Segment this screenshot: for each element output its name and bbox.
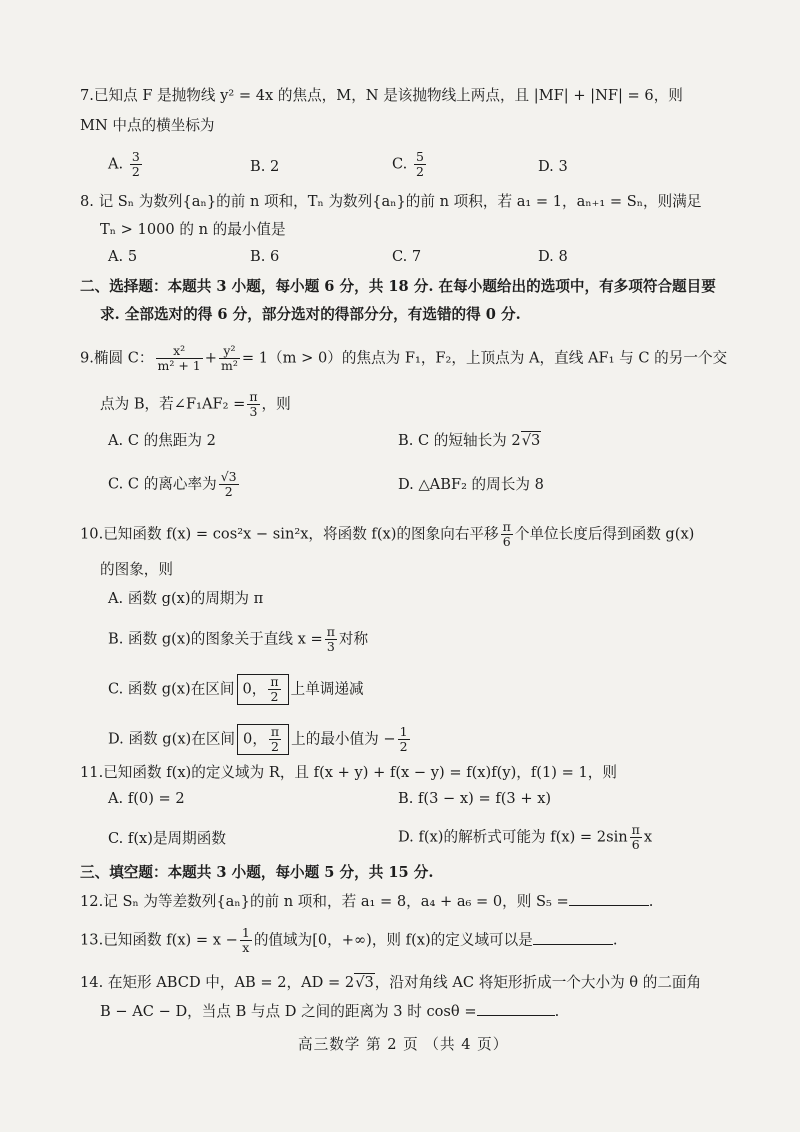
q7-stem: 7.已知点 F 是抛物线 y² = 4x 的焦点，M，N 是该抛物线上两点，且 |MF| + |NF| = 6，则	[80, 87, 683, 104]
q7-c-fraction: $\frac{5}{2}$	[415, 149, 424, 179]
q9-angle-fraction: $\frac{\pi}{3}$	[249, 389, 258, 419]
q10-c-fraction: $\frac{\pi}{2}$	[270, 674, 279, 704]
q10-d-min-fraction: $\frac{1}{2}$	[399, 724, 408, 754]
q12-stem: 12.记 Sₙ 为等差数列{aₙ}的前 n 项和，若 a₁ = 8，a₄ + a₆ = 0，则 S₅ = .	[80, 893, 654, 910]
q8-option-d: D. 8	[538, 248, 568, 265]
q9-c-fraction: $\frac{√3}{2}$	[220, 469, 237, 499]
q14-stem-line2: B − AC − D，当点 B 与点 D 之间的距离为 3 时 cosθ = .	[100, 1003, 560, 1020]
q10-option-d: D. 函数 g(x)在区间 0， $\frac{\pi}{2}$ 上的最小值为 − $\frac{1}{2}$	[108, 724, 408, 754]
q10-option-c: C. 函数 g(x)在区间 0， $\frac{\pi}{2}$ 上单调递减	[108, 674, 364, 704]
q9-x-fraction: $\frac{\text{x²}}{\text{m² + 1}}$	[157, 343, 201, 373]
q7-option-c: C. $\frac{5}{2}$	[392, 149, 424, 179]
q10-stem: 10.已知函数 f(x) = cos²x − sin²x，将函数 f(x)的图象向右平移 $\frac{\pi}{6}$ 个单位长度后得到函数 g(x)	[80, 519, 695, 549]
page-footer: 高三数学 第 2 页 （共 4 页）	[298, 1036, 509, 1053]
section-3-heading: 三、填空题：本题共 3 小题，每小题 5 分，共 15 分.	[80, 864, 434, 881]
section-2-heading-line2: 求. 全部选对的得 6 分，部分选对的得部分分，有选错的得 0 分.	[100, 306, 521, 323]
q8-stem-line2: Tₙ > 1000 的 n 的最小值是	[100, 221, 286, 238]
q13-answer-blank[interactable]	[533, 930, 613, 945]
q9-option-a: A. C 的焦距为 2	[108, 432, 216, 449]
q10-d-interval-fraction: $\frac{\pi}{2}$	[270, 724, 280, 754]
q10-shift-fraction: $\frac{\pi}{6}$	[502, 519, 511, 549]
q7-option-b: B. 2	[250, 158, 280, 175]
q11-d-fraction: $\frac{\pi}{6}$	[631, 822, 640, 852]
q7-a-fraction: $\frac{3}{2}$	[131, 149, 140, 179]
q11-option-d: D. f(x)的解析式可能为 f(x) = 2sin $\frac{\pi}{6}$ x	[398, 822, 653, 852]
q10-b-fraction: $\frac{\pi}{3}$	[326, 624, 335, 654]
q7-stem-line2: MN 中点的横坐标为	[80, 117, 215, 134]
q7-option-a: A. $\frac{3}{2}$	[108, 149, 140, 179]
q7-option-d: D. 3	[538, 158, 568, 175]
q9-option-b: B. C 的短轴长为 2√3	[398, 432, 541, 449]
q8-option-b: B. 6	[250, 248, 280, 265]
q10-c-interval: 0， $\frac{\pi}{2}$	[237, 674, 289, 705]
q14-stem: 14. 在矩形 ABCD 中，AB = 2，AD = 2√3，沿对角线 AC 将矩形折成一个大小为 θ 的二面角	[80, 974, 702, 991]
q9-option-c: C. C 的离心率为 $\frac{√3}{2}$	[108, 469, 237, 499]
q13-stem: 13.已知函数 f(x) = x − $\frac{1}{x}$ 的值域为[0，+∞)，则 f(x)的定义域可以是 .	[80, 925, 618, 955]
q10-option-a: A. 函数 g(x)的周期为 π	[108, 590, 264, 607]
q13-fraction: $\frac{1}{x}$	[241, 925, 250, 955]
q12-answer-blank[interactable]	[569, 891, 649, 906]
q11-option-c: C. f(x)是周期函数	[108, 830, 226, 847]
q9-y-fraction: $\frac{\text{y²}}{\text{m²}}$	[221, 343, 238, 373]
q10-d-interval: 0， $\frac{\pi}{2}$	[237, 724, 289, 755]
q10-option-b: B. 函数 g(x)的图象关于直线 x = $\frac{\pi}{3}$ 对称	[108, 624, 369, 654]
q9-stem-line2: 点为 B，若∠F₁AF₂ = $\frac{\pi}{3}$ ，则	[100, 389, 291, 419]
q8-option-c: C. 7	[392, 248, 422, 265]
q14-answer-blank[interactable]	[477, 1001, 555, 1016]
q11-option-a: A. f(0) = 2	[108, 790, 185, 807]
q11-option-b: B. f(3 − x) = f(3 + x)	[398, 790, 552, 807]
q9-stem: 9.椭圆 C： $\frac{\text{x²}}{\text{m² + 1}}$ + $\frac{\text{y²}}{\text{m²}}$ = 1（m > 0）的焦点为 F₁，F₂，上顶点为 A，直线 AF₁ 与 C 的另一个交	[80, 343, 728, 373]
section-2-heading: 二、选择题：本题共 3 小题，每小题 6 分，共 18 分. 在每小题给出的选项中，有多项符合题目要	[80, 278, 716, 295]
q10-stem-line2: 的图象，则	[100, 561, 173, 578]
q8-stem: 8. 记 Sₙ 为数列{aₙ}的前 n 项和，Tₙ 为数列{aₙ}的前 n 项积，若 a₁ = 1，aₙ₊₁ = Sₙ，则满足	[80, 193, 702, 210]
q8-option-a: A. 5	[108, 248, 138, 265]
q9-option-d: D. △ABF₂ 的周长为 8	[398, 476, 544, 493]
q11-stem: 11.已知函数 f(x)的定义域为 R，且 f(x + y) + f(x − y) = f(x)f(y)，f(1) = 1，则	[80, 764, 617, 781]
